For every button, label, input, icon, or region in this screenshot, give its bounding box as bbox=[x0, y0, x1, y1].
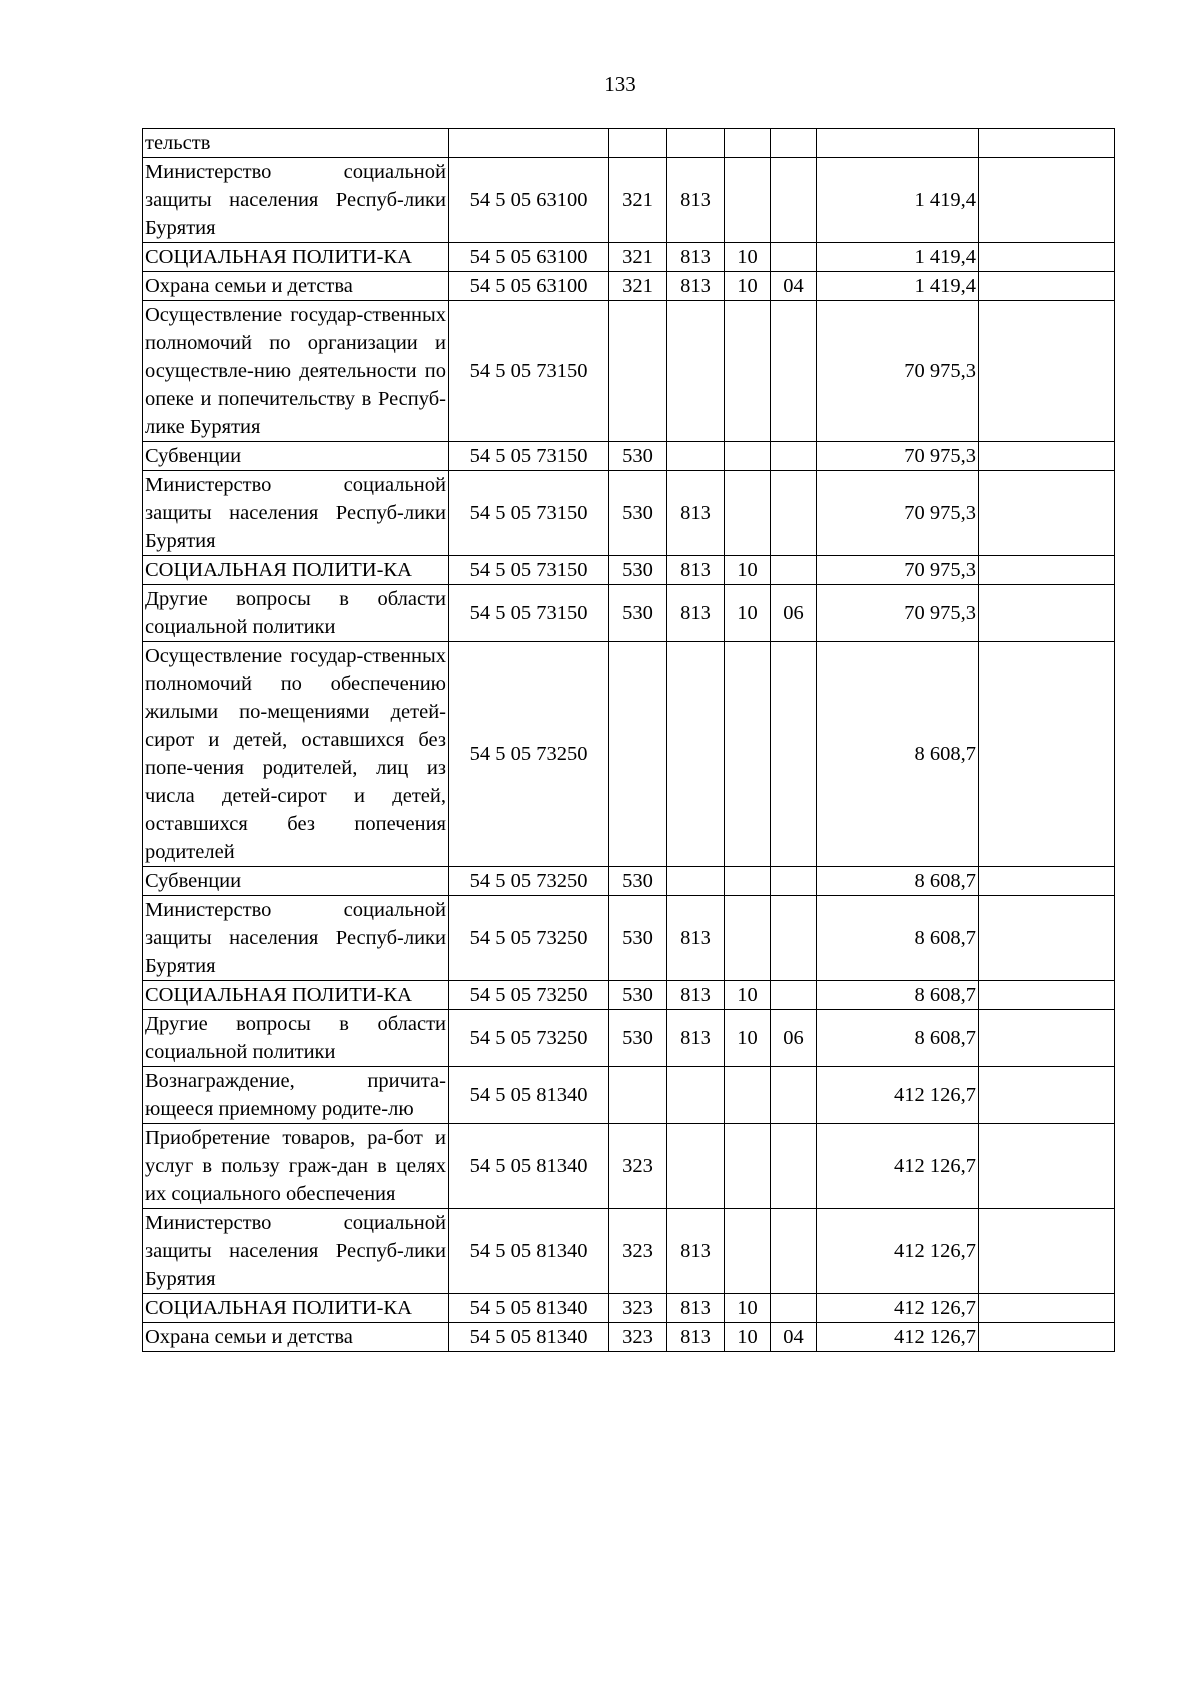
row-section-cell bbox=[725, 158, 771, 243]
row-amount-cell: 8 608,7 bbox=[817, 867, 979, 896]
row-ministry-code-cell: 813 bbox=[667, 585, 725, 642]
row-name-cell: Другие вопросы в области социальной политики bbox=[143, 585, 449, 642]
row-name-cell: Субвенции bbox=[143, 442, 449, 471]
row-extra-cell bbox=[979, 471, 1115, 556]
budget-table bbox=[142, 128, 1115, 1352]
row-name-cell: СОЦИАЛЬНАЯ ПОЛИТИ-КА bbox=[143, 1294, 449, 1323]
row-subsection-cell bbox=[771, 243, 817, 272]
row-expense-type-cell bbox=[609, 301, 667, 442]
table-row bbox=[143, 442, 1115, 471]
row-code-cell bbox=[449, 129, 609, 158]
row-code-cell: 54 5 05 81340 bbox=[449, 1067, 609, 1124]
row-extra-cell bbox=[979, 642, 1115, 867]
row-amount-cell: 412 126,7 bbox=[817, 1067, 979, 1124]
row-ministry-code-cell: 813 bbox=[667, 471, 725, 556]
row-amount-cell: 70 975,3 bbox=[817, 556, 979, 585]
row-subsection-cell bbox=[771, 129, 817, 158]
table-row bbox=[143, 243, 1115, 272]
row-expense-type-cell: 530 bbox=[609, 981, 667, 1010]
row-ministry-code-cell: 813 bbox=[667, 981, 725, 1010]
row-ministry-code-cell bbox=[667, 867, 725, 896]
row-expense-type-cell: 530 bbox=[609, 471, 667, 556]
row-section-cell: 10 bbox=[725, 585, 771, 642]
row-subsection-cell bbox=[771, 896, 817, 981]
row-name-cell: Приобретение товаров, ра-бот и услуг в пользу граж-дан в целях их социального обеспечения bbox=[143, 1124, 449, 1209]
row-code-cell: 54 5 05 73150 bbox=[449, 556, 609, 585]
row-code-cell: 54 5 05 81340 bbox=[449, 1209, 609, 1294]
row-name-cell: Субвенции bbox=[143, 867, 449, 896]
row-subsection-cell bbox=[771, 1124, 817, 1209]
row-code-cell: 54 5 05 73150 bbox=[449, 442, 609, 471]
row-amount-cell: 412 126,7 bbox=[817, 1294, 979, 1323]
table-row bbox=[143, 642, 1115, 867]
row-name-cell: Министерство социальной защиты населения Респуб-лики Бурятия bbox=[143, 1209, 449, 1294]
row-section-cell: 10 bbox=[725, 556, 771, 585]
row-subsection-cell bbox=[771, 1067, 817, 1124]
row-code-cell: 54 5 05 63100 bbox=[449, 272, 609, 301]
row-subsection-cell bbox=[771, 301, 817, 442]
row-expense-type-cell: 321 bbox=[609, 243, 667, 272]
row-expense-type-cell: 530 bbox=[609, 867, 667, 896]
table-row bbox=[143, 1067, 1115, 1124]
row-section-cell: 10 bbox=[725, 1294, 771, 1323]
row-section-cell: 10 bbox=[725, 272, 771, 301]
row-code-cell: 54 5 05 81340 bbox=[449, 1294, 609, 1323]
row-name-cell: Другие вопросы в области социальной политики bbox=[143, 1010, 449, 1067]
row-code-cell: 54 5 05 73150 bbox=[449, 471, 609, 556]
row-extra-cell bbox=[979, 301, 1115, 442]
table-row bbox=[143, 1209, 1115, 1294]
row-expense-type-cell: 530 bbox=[609, 585, 667, 642]
row-code-cell: 54 5 05 63100 bbox=[449, 243, 609, 272]
row-expense-type-cell: 323 bbox=[609, 1323, 667, 1352]
row-amount-cell: 1 419,4 bbox=[817, 272, 979, 301]
row-name-cell: Осуществление государ-ственных полномочий по обеспечению жилыми по-мещениями детей-сирот и детей, оставшихся без попе-чения родителей, лиц из числа детей-сирот и детей, оставшихся без попечения родителей bbox=[143, 642, 449, 867]
table-row bbox=[143, 272, 1115, 301]
row-subsection-cell bbox=[771, 442, 817, 471]
row-amount-cell: 70 975,3 bbox=[817, 301, 979, 442]
row-amount-cell: 412 126,7 bbox=[817, 1209, 979, 1294]
row-amount-cell: 8 608,7 bbox=[817, 896, 979, 981]
row-subsection-cell: 04 bbox=[771, 272, 817, 301]
row-ministry-code-cell: 813 bbox=[667, 272, 725, 301]
row-extra-cell bbox=[979, 585, 1115, 642]
row-extra-cell bbox=[979, 896, 1115, 981]
row-code-cell: 54 5 05 73150 bbox=[449, 301, 609, 442]
row-subsection-cell bbox=[771, 556, 817, 585]
row-extra-cell bbox=[979, 158, 1115, 243]
row-ministry-code-cell bbox=[667, 1124, 725, 1209]
row-section-cell bbox=[725, 1124, 771, 1209]
table-row bbox=[143, 158, 1115, 243]
row-ministry-code-cell: 813 bbox=[667, 1294, 725, 1323]
table-row bbox=[143, 896, 1115, 981]
table-row bbox=[143, 981, 1115, 1010]
row-name-cell: Охрана семьи и детства bbox=[143, 1323, 449, 1352]
row-code-cell: 54 5 05 73250 bbox=[449, 642, 609, 867]
row-section-cell: 10 bbox=[725, 243, 771, 272]
row-section-cell bbox=[725, 301, 771, 442]
row-ministry-code-cell: 813 bbox=[667, 1323, 725, 1352]
row-expense-type-cell: 323 bbox=[609, 1294, 667, 1323]
row-amount-cell: 412 126,7 bbox=[817, 1124, 979, 1209]
page-number: 133 bbox=[604, 72, 636, 96]
row-name-cell: тельств bbox=[143, 129, 449, 158]
row-subsection-cell: 06 bbox=[771, 1010, 817, 1067]
row-ministry-code-cell: 813 bbox=[667, 556, 725, 585]
row-extra-cell bbox=[979, 1209, 1115, 1294]
row-ministry-code-cell: 813 bbox=[667, 1209, 725, 1294]
row-section-cell bbox=[725, 896, 771, 981]
row-extra-cell bbox=[979, 1294, 1115, 1323]
row-code-cell: 54 5 05 73150 bbox=[449, 585, 609, 642]
row-section-cell bbox=[725, 642, 771, 867]
table-row bbox=[143, 129, 1115, 158]
row-subsection-cell bbox=[771, 471, 817, 556]
row-code-cell: 54 5 05 73250 bbox=[449, 981, 609, 1010]
row-amount-cell: 1 419,4 bbox=[817, 243, 979, 272]
row-extra-cell bbox=[979, 867, 1115, 896]
row-subsection-cell bbox=[771, 642, 817, 867]
table-row bbox=[143, 1323, 1115, 1352]
table-row bbox=[143, 867, 1115, 896]
row-name-cell: Министерство социальной защиты населения Респуб-лики Бурятия bbox=[143, 471, 449, 556]
row-name-cell: Министерство социальной защиты населения Респуб-лики Бурятия bbox=[143, 158, 449, 243]
row-name-cell: Охрана семьи и детства bbox=[143, 272, 449, 301]
row-expense-type-cell: 530 bbox=[609, 556, 667, 585]
row-subsection-cell bbox=[771, 1294, 817, 1323]
row-code-cell: 54 5 05 73250 bbox=[449, 896, 609, 981]
row-section-cell: 10 bbox=[725, 981, 771, 1010]
row-extra-cell bbox=[979, 981, 1115, 1010]
row-code-cell: 54 5 05 81340 bbox=[449, 1323, 609, 1352]
row-ministry-code-cell: 813 bbox=[667, 1010, 725, 1067]
row-section-cell: 10 bbox=[725, 1010, 771, 1067]
row-subsection-cell bbox=[771, 867, 817, 896]
row-section-cell bbox=[725, 129, 771, 158]
row-subsection-cell: 04 bbox=[771, 1323, 817, 1352]
row-amount-cell: 70 975,3 bbox=[817, 471, 979, 556]
row-expense-type-cell: 530 bbox=[609, 442, 667, 471]
row-ministry-code-cell bbox=[667, 642, 725, 867]
row-ministry-code-cell bbox=[667, 1067, 725, 1124]
row-subsection-cell bbox=[771, 981, 817, 1010]
row-ministry-code-cell: 813 bbox=[667, 158, 725, 243]
table-row bbox=[143, 556, 1115, 585]
row-expense-type-cell: 323 bbox=[609, 1124, 667, 1209]
row-section-cell bbox=[725, 442, 771, 471]
row-section-cell bbox=[725, 1209, 771, 1294]
row-amount-cell: 1 419,4 bbox=[817, 158, 979, 243]
row-name-cell: СОЦИАЛЬНАЯ ПОЛИТИ-КА bbox=[143, 243, 449, 272]
row-code-cell: 54 5 05 73250 bbox=[449, 867, 609, 896]
row-ministry-code-cell: 813 bbox=[667, 243, 725, 272]
row-name-cell: СОЦИАЛЬНАЯ ПОЛИТИ-КА bbox=[143, 556, 449, 585]
table-row bbox=[143, 471, 1115, 556]
row-extra-cell bbox=[979, 1010, 1115, 1067]
row-name-cell: Вознаграждение, причита-ющееся приемному родите-лю bbox=[143, 1067, 449, 1124]
row-section-cell: 10 bbox=[725, 1323, 771, 1352]
row-extra-cell bbox=[979, 1124, 1115, 1209]
row-ministry-code-cell bbox=[667, 301, 725, 442]
row-extra-cell bbox=[979, 1323, 1115, 1352]
row-subsection-cell: 06 bbox=[771, 585, 817, 642]
budget-table-body bbox=[143, 129, 1115, 1352]
row-expense-type-cell: 321 bbox=[609, 272, 667, 301]
row-section-cell bbox=[725, 867, 771, 896]
row-expense-type-cell: 530 bbox=[609, 1010, 667, 1067]
row-code-cell: 54 5 05 81340 bbox=[449, 1124, 609, 1209]
row-expense-type-cell: 530 bbox=[609, 896, 667, 981]
table-row bbox=[143, 585, 1115, 642]
row-amount-cell: 8 608,7 bbox=[817, 1010, 979, 1067]
row-section-cell bbox=[725, 1067, 771, 1124]
row-section-cell bbox=[725, 471, 771, 556]
row-amount-cell: 70 975,3 bbox=[817, 442, 979, 471]
row-subsection-cell bbox=[771, 158, 817, 243]
table-row bbox=[143, 1124, 1115, 1209]
row-ministry-code-cell bbox=[667, 129, 725, 158]
row-expense-type-cell: 323 bbox=[609, 1209, 667, 1294]
row-expense-type-cell: 321 bbox=[609, 158, 667, 243]
row-expense-type-cell bbox=[609, 642, 667, 867]
row-expense-type-cell bbox=[609, 1067, 667, 1124]
row-extra-cell bbox=[979, 129, 1115, 158]
row-name-cell: Осуществление государ-ственных полномочий по организации и осуществле-нию деятельности по опеке и попечительству в Респуб-лике Бурятия bbox=[143, 301, 449, 442]
row-amount-cell: 8 608,7 bbox=[817, 981, 979, 1010]
row-amount-cell bbox=[817, 129, 979, 158]
row-extra-cell bbox=[979, 1067, 1115, 1124]
table-row bbox=[143, 1010, 1115, 1067]
row-code-cell: 54 5 05 73250 bbox=[449, 1010, 609, 1067]
row-amount-cell: 8 608,7 bbox=[817, 642, 979, 867]
row-subsection-cell bbox=[771, 1209, 817, 1294]
row-extra-cell bbox=[979, 556, 1115, 585]
row-ministry-code-cell bbox=[667, 442, 725, 471]
row-ministry-code-cell: 813 bbox=[667, 896, 725, 981]
row-expense-type-cell bbox=[609, 129, 667, 158]
row-amount-cell: 70 975,3 bbox=[817, 585, 979, 642]
row-code-cell: 54 5 05 63100 bbox=[449, 158, 609, 243]
table-row bbox=[143, 1294, 1115, 1323]
table-row bbox=[143, 301, 1115, 442]
row-extra-cell bbox=[979, 243, 1115, 272]
row-extra-cell bbox=[979, 442, 1115, 471]
row-amount-cell: 412 126,7 bbox=[817, 1323, 979, 1352]
row-name-cell: СОЦИАЛЬНАЯ ПОЛИТИ-КА bbox=[143, 981, 449, 1010]
row-name-cell: Министерство социальной защиты населения Респуб-лики Бурятия bbox=[143, 896, 449, 981]
row-extra-cell bbox=[979, 272, 1115, 301]
